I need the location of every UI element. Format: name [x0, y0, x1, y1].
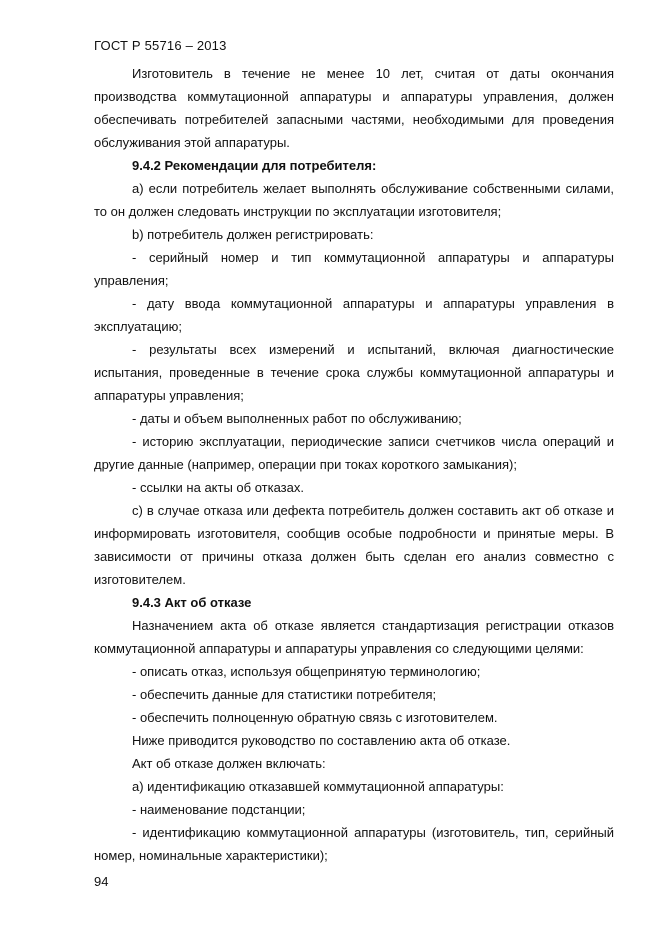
list-item: - результаты всех измерений и испытаний, включая диагностические испытания, проведенные в течение срока службы коммутационной аппаратуры и аппаратуры управления; [94, 342, 614, 403]
list-item: - серийный номер и тип коммутационной аппаратуры и аппаратуры управления; [94, 250, 614, 288]
list-item: - дату ввода коммутационной аппаратуры и аппаратуры управления в эксплуатацию; [94, 296, 614, 334]
document-header: ГОСТ Р 55716 – 2013 [94, 38, 227, 53]
paragraph: Ниже приводится руководство по составлению акта об отказе. [132, 733, 511, 748]
paragraph: а) если потребитель желает выполнять обслуживание собственными силами, то он должен следовать инструкции по эксплуатации изготовителя; [94, 181, 614, 219]
paragraph: c) в случае отказа или дефекта потребитель должен составить акт об отказе и информировать изготовителя, сообщив особые подробности и принятые меры. В зависимости от причины отказа должен быть сделан его анализ совместно с изготовителем. [94, 503, 614, 587]
paragraph: Акт об отказе должен включать: [132, 756, 326, 771]
list-item: - ссылки на акты об отказах. [132, 480, 304, 495]
section-heading: 9.4.2 Рекомендации для потребителя: [132, 158, 377, 173]
paragraph: Назначением акта об отказе является стандартизация регистрации отказов коммутационной аппаратуры и аппаратуры управления со следующими целями: [94, 618, 614, 656]
section-heading: 9.4.3 Акт об отказе [132, 595, 252, 610]
paragraph: b) потребитель должен регистрировать: [132, 227, 374, 242]
page-number: 94 [94, 874, 109, 889]
list-item: - идентификацию коммутационной аппаратуры (изготовитель, тип, серийный номер, номинальные характеристики); [94, 825, 614, 863]
document-body [94, 62, 614, 867]
list-item: - даты и объем выполненных работ по обслуживанию; [132, 411, 462, 426]
list-item: - наименование подстанции; [132, 802, 306, 817]
list-item: - описать отказ, используя общепринятую терминологию; [132, 664, 481, 679]
paragraph: Изготовитель в течение не менее 10 лет, считая от даты окончания производства коммутационной аппаратуры и аппаратуры управления, должен обеспечивать потребителей запасными частями, необходимыми для проведения обслуживания этой аппаратуры. [94, 66, 614, 150]
list-item: - историю эксплуатации, периодические записи счетчиков числа операций и другие данные (например, операции при токах короткого замыкания); [94, 434, 614, 472]
list-item: - обеспечить данные для статистики потребителя; [132, 687, 437, 702]
list-item: - обеспечить полноценную обратную связь с изготовителем. [132, 710, 498, 725]
paragraph: а) идентификацию отказавшей коммутационной аппаратуры: [132, 779, 504, 794]
